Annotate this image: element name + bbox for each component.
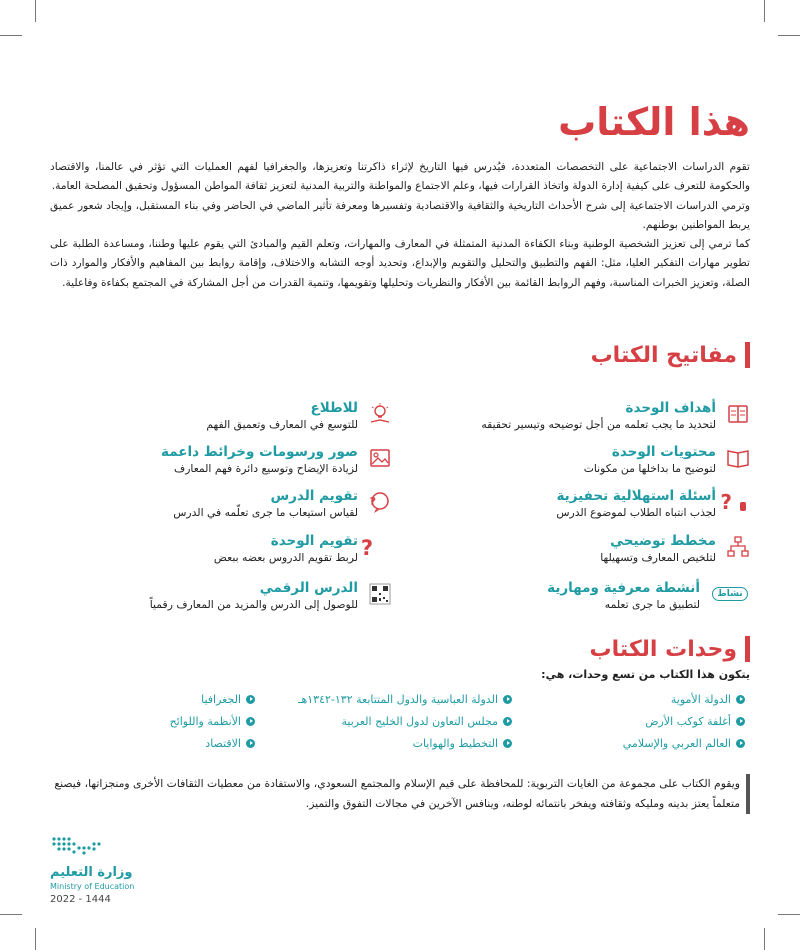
closing-paragraph: ويقوم الكتاب على مجموعة من الغايات التربوية: للمحافظة على قيم الإسلام والمجتمع السعودي، والاستفادة من معطيات الثقافات الأخرى ومنجزاتها، فيصنع متعلماً يعتز بدينه ومليكه وثقافته ويفخر بانتمائه لوطنه، وينافس الآخرين في مجالات التفوق والتميز. xyxy=(50,774,750,814)
key-title: محتويات الوحدة xyxy=(611,444,716,460)
crop-mark xyxy=(35,0,36,22)
svg-text:?: ? xyxy=(369,495,376,508)
edition-year: 2022 - 1444 xyxy=(50,894,111,905)
svg-text:?: ? xyxy=(720,490,732,514)
unit-item xyxy=(413,737,512,750)
key-item xyxy=(92,400,392,433)
key-item xyxy=(410,488,750,521)
image-icon xyxy=(368,444,392,472)
key-desc: لجذب انتباه الطلاب لموضوع الدرس xyxy=(556,506,716,519)
unit-label: العالم العربي والإسلامي xyxy=(622,737,731,750)
unit-label: التخطيط والهوايات xyxy=(412,737,498,750)
units-heading-text: وحدات الكتاب xyxy=(589,636,737,662)
svg-text:?: ? xyxy=(360,536,373,560)
unit-label: الأنظمة واللوائح xyxy=(169,715,241,728)
key-title: صور ورسومات وخرائط داعمة xyxy=(161,444,358,460)
intro-paragraph: تقوم الدراسات الاجتماعية على التخصصات المتعددة، فيُدرس فيها التاريخ لإثراء ذاكرتنا وتعزيزها، والجغرافيا لفهم العمليات التي تؤثر في عالمنا، والاقتصاد والحكومة للتعرف على كيفية إدارة الدولة واتخاذ القرارات فيها، وعلم الاجتماع والمواطنة والتربية المدنية لتعزيز ثقافة المواطن المسؤول وتحقيق المصلحة العامة. xyxy=(50,161,750,193)
unit-item xyxy=(671,693,745,706)
question-mark-icon xyxy=(360,533,392,561)
logo-english-text: Ministry of Education xyxy=(50,882,135,891)
ministry-dots-icon xyxy=(50,835,110,857)
key-item xyxy=(92,488,392,521)
key-title: تقويم الوحدة xyxy=(270,533,358,549)
book-objectives-icon xyxy=(726,400,750,428)
keys-section-heading xyxy=(591,342,750,368)
diagram-icon xyxy=(726,533,750,561)
key-desc: لربط تقويم الدروس بعضه ببعض xyxy=(213,551,358,564)
key-desc: لزيادة الإيضاح وتوسيع دائرة فهم المعارف xyxy=(174,462,358,475)
key-item xyxy=(92,444,392,477)
key-desc: لتطبيق ما جرى تعلمه xyxy=(604,598,700,611)
unit-item xyxy=(623,737,745,750)
ministry-logo xyxy=(50,835,170,905)
lightbulb-book-icon xyxy=(368,400,392,428)
open-book-icon xyxy=(726,444,750,472)
crop-mark xyxy=(35,928,36,950)
key-title: مخطط توضيحي xyxy=(610,533,716,549)
logo-arabic-text: وزارة التعليم xyxy=(50,865,133,880)
intro-paragraph: وترمي الدراسات الاجتماعية إلى شرح الأحداث التاريخية والثقافية والاقتصادية وتفسيرها ومعرفة تأثير الماضي في الحاضر وفي بناء المستقبل، وإيجاد شعور عميق يربط المواطنين بوطنهم. xyxy=(50,199,750,231)
key-item xyxy=(92,533,392,566)
units-intro: يتكون هذا الكتاب من تسع وحدات، هي: xyxy=(541,668,750,681)
units-section-heading xyxy=(590,636,751,662)
crop-mark xyxy=(778,35,800,36)
key-desc: لتوضيح ما بداخلها من مكونات xyxy=(583,462,716,475)
qr-code-icon xyxy=(368,580,392,608)
key-title: الدرس الرقمي xyxy=(259,580,358,596)
crop-mark xyxy=(764,928,765,950)
intro-text xyxy=(50,158,750,293)
play-bullet-icon xyxy=(736,717,745,726)
heading-bar xyxy=(745,342,750,368)
heading-bar xyxy=(745,636,750,662)
key-desc: لقياس استيعاب ما جرى تعلّمه في الدرس xyxy=(173,506,358,519)
unit-label: الدولة الأموية xyxy=(670,693,731,706)
crop-mark xyxy=(0,35,22,36)
play-bullet-icon xyxy=(503,739,512,748)
crop-mark xyxy=(778,914,800,915)
play-bullet-icon xyxy=(246,695,255,704)
intro-paragraph: كما ترمي إلى تعزيز الشخصية الوطنية وبناء الكفاءة المدنية المتمثلة في المعارف والمهارات، وتعلم القيم والمبادئ التي يقوم عليها وطننا، ومساعدة الطلبة على تطوير مهارات التفكير العليا، مثل: الفهم والتطبيق والتحليل والتقويم والإبداع، وتحديد أوجه التشابه والاختلاف، وإقامة روابط بين المفاهيم والأفكار والموارد ذات الصلة، وتعزيز الخبرات المناسبة، وفهم الروابط القائمة بين الأفكار والنظريات وتحليلها وتقويمها، وتنمية القدرات من أجل المشاركة في المجتمع بكفاءة وفاعلية. xyxy=(50,238,750,289)
unit-label: مجلس التعاون لدول الخليج العربية xyxy=(341,715,498,728)
play-bullet-icon xyxy=(503,695,512,704)
activity-badge-icon xyxy=(710,580,750,608)
play-bullet-icon xyxy=(736,739,745,748)
crop-mark xyxy=(0,914,22,915)
play-bullet-icon xyxy=(246,717,255,726)
activity-badge: نشاط xyxy=(712,587,747,601)
unit-label: الدولة العباسية والدول المتتابعة ١٣٢-١٣٤٢هـ xyxy=(298,693,498,706)
key-item xyxy=(410,580,750,613)
key-item xyxy=(92,580,392,613)
unit-item xyxy=(645,715,745,728)
unit-item xyxy=(205,737,255,750)
key-item xyxy=(410,444,750,477)
unit-item xyxy=(298,693,512,706)
key-desc: للتوسع في المعارف وتعميق الفهم xyxy=(206,418,358,431)
key-title: أهداف الوحدة xyxy=(625,400,716,416)
play-bullet-icon xyxy=(246,739,255,748)
key-desc: للوصول إلى الدرس والمزيد من المعارف رقمياً xyxy=(149,598,358,611)
unit-item xyxy=(201,693,255,706)
play-bullet-icon xyxy=(503,717,512,726)
crop-mark xyxy=(764,0,765,22)
unit-item xyxy=(170,715,255,728)
unit-item xyxy=(342,715,512,728)
key-title: أنشطة معرفية ومهارية xyxy=(547,580,700,596)
lesson-assessment-icon xyxy=(368,488,392,516)
key-item xyxy=(410,533,750,566)
unit-label: الاقتصاد xyxy=(205,737,241,750)
page-title: هذا الكتاب xyxy=(558,100,750,144)
keys-heading-text: مفاتيح الكتاب xyxy=(590,342,737,368)
key-desc: لتحديد ما يجب تعلمه من أجل توضيحه وتيسير تحقيقه xyxy=(481,418,716,431)
key-desc: لتلخيص المعارف وتسهيلها xyxy=(600,551,716,564)
question-hand-icon xyxy=(720,488,750,516)
key-title: تقويم الدرس xyxy=(270,488,358,504)
key-item xyxy=(410,400,750,433)
unit-label: أغلفة كوكب الأرض xyxy=(645,715,731,728)
key-title: للاطلاع xyxy=(310,400,358,416)
key-title: أسئلة استهلالية تحفيزية xyxy=(556,488,716,504)
unit-label: الجغرافيا xyxy=(201,693,241,706)
play-bullet-icon xyxy=(736,695,745,704)
